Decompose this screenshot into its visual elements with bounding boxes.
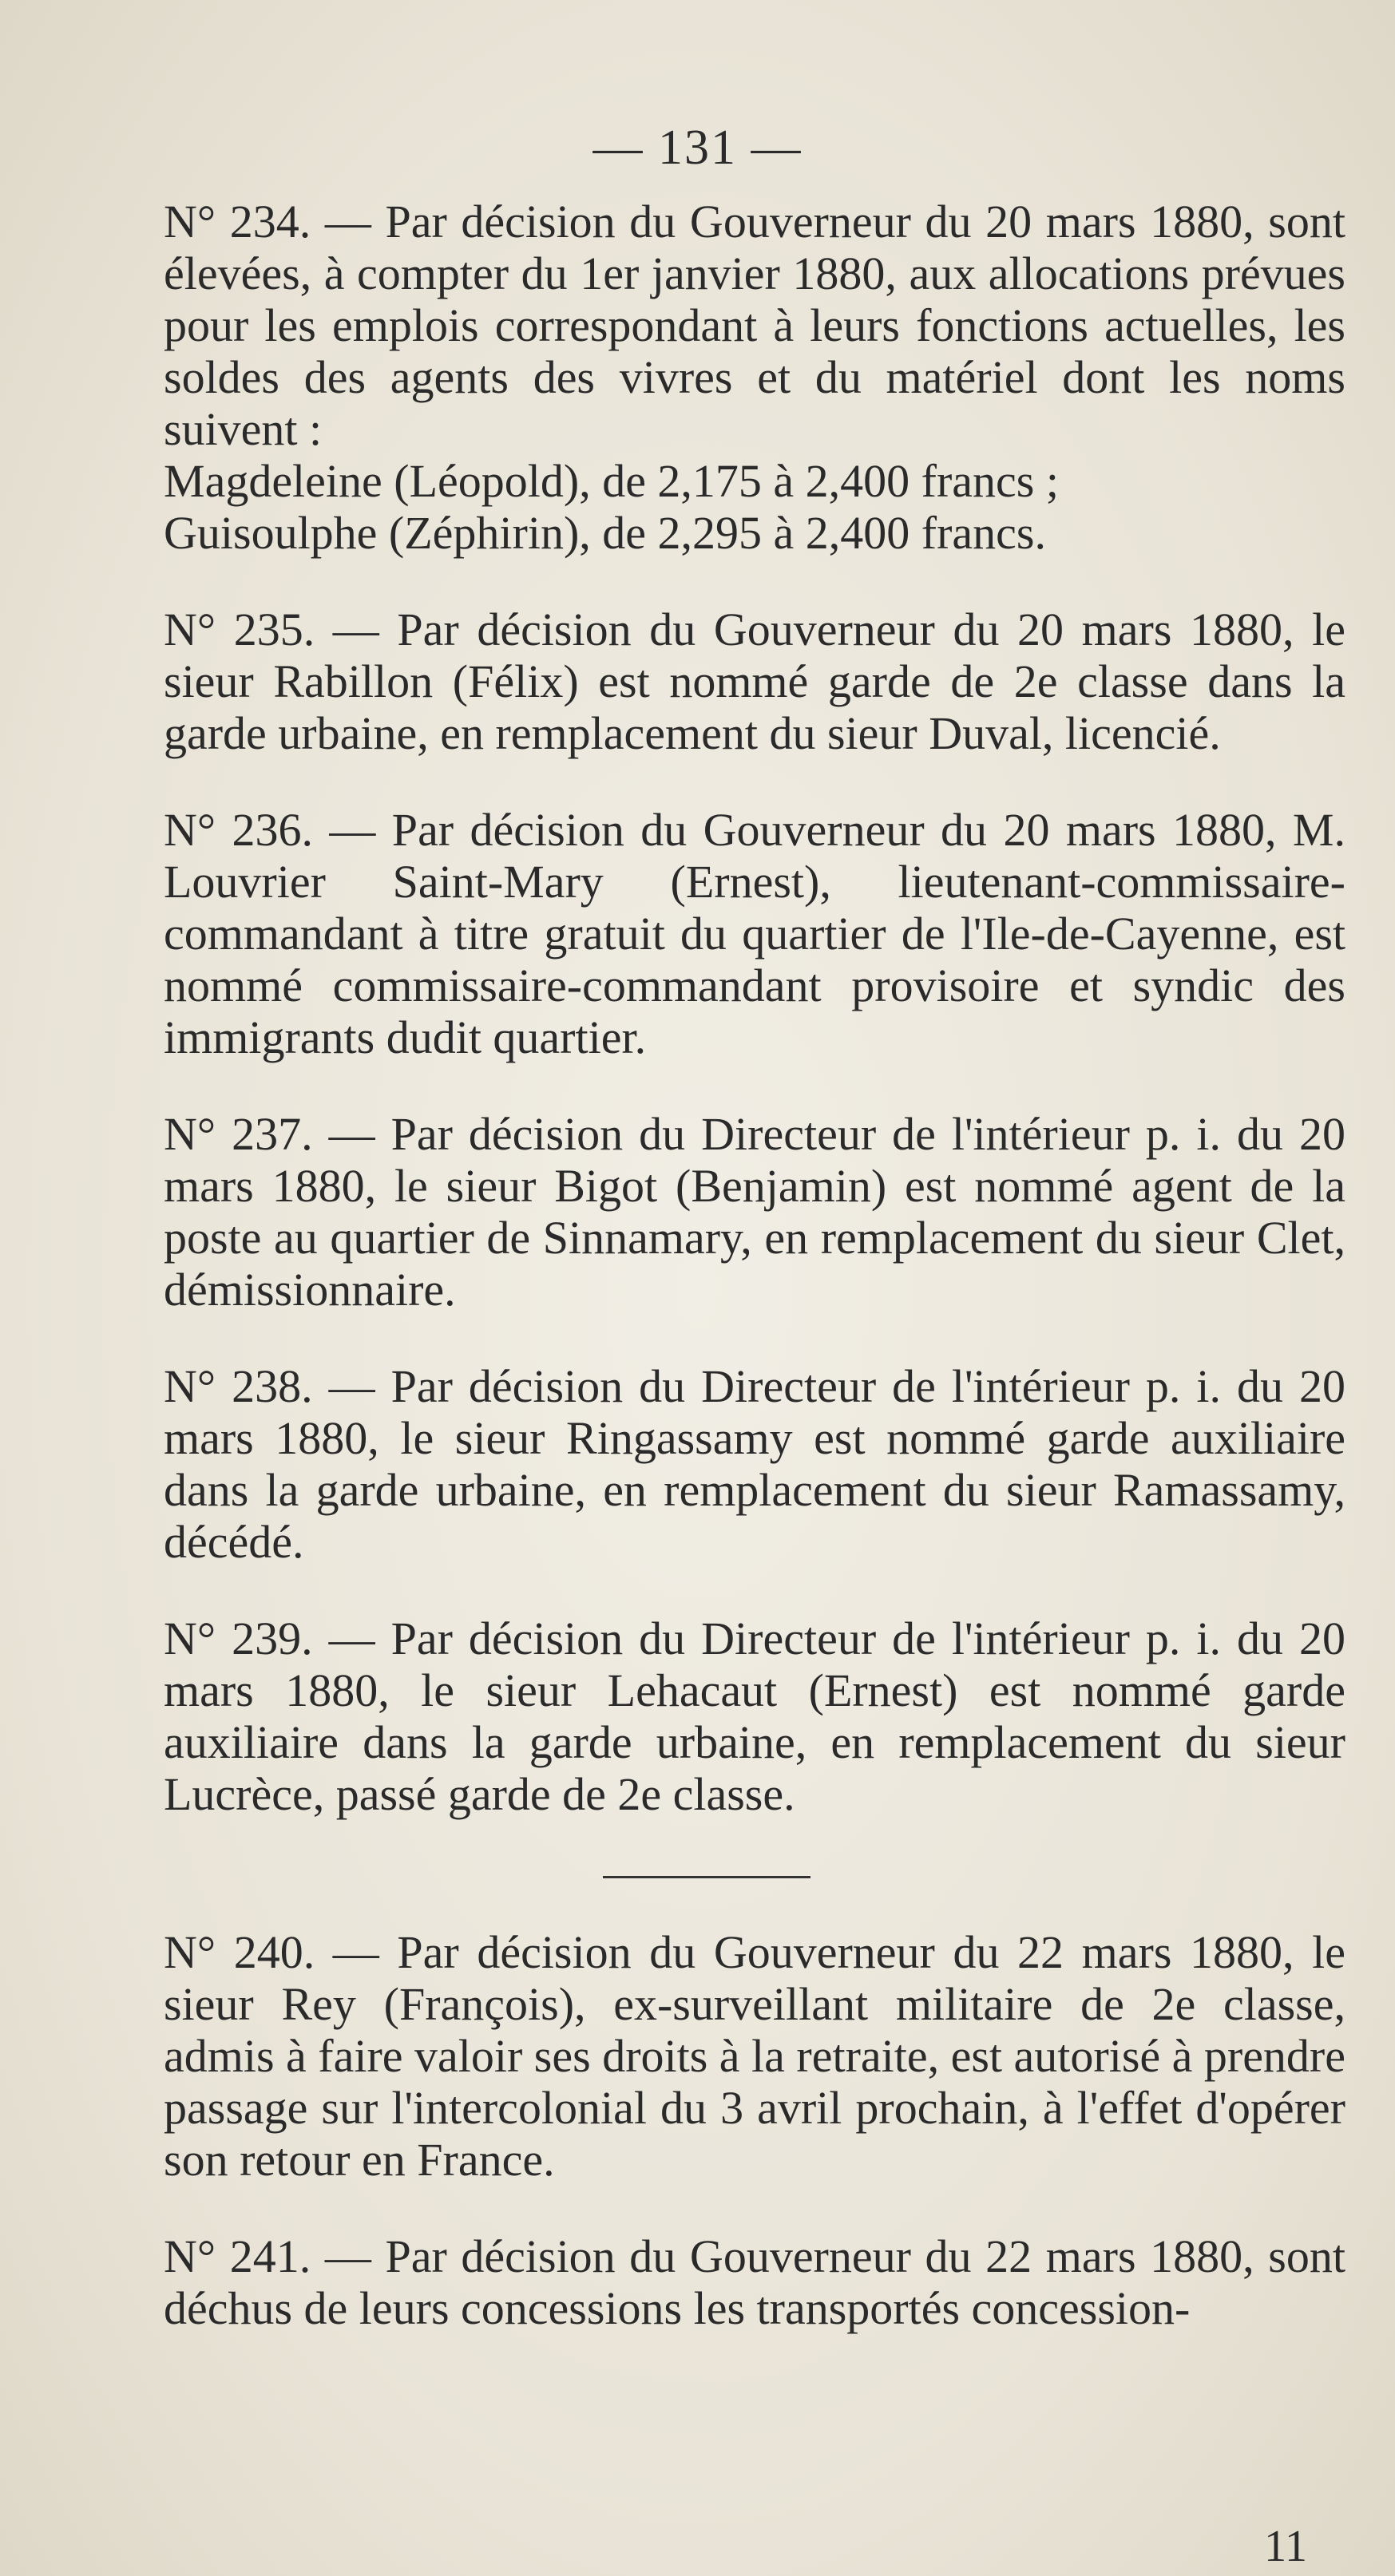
entry-236	[164, 804, 1345, 1063]
entry-234-list-item-1: Magdeleine (Léopold), de 2,175 à 2,400 francs ;	[164, 455, 1059, 507]
signature-mark: 11	[1264, 2522, 1307, 2571]
entry-238-paragraph: N° 238. — Par décision du Directeur de l'intérieur p. i. du 20 mars 1880, le sieur Ringassamy est nommé garde auxiliaire dans la garde urbaine, en remplacement du sieur Ramassamy, décédé.	[164, 1360, 1345, 1568]
entry-238	[164, 1360, 1345, 1568]
entry-234-paragraph: N° 234. — Par décision du Gouverneur du 20 mars 1880, sont élevées, à compter du 1er janvier 1880, aux allocations prévues pour les emplois correspondant à leurs fonctions actuelles, les soldes des agents des vivres et du matériel dont les noms suivent :	[164, 196, 1345, 455]
entry-239-paragraph: N° 239. — Par décision du Directeur de l'intérieur p. i. du 20 mars 1880, le sieur Lehacaut (Ernest) est nommé garde auxiliaire dans la garde urbaine, en remplacement du sieur Lucrèce, passé garde de 2e classe.	[164, 1612, 1345, 1820]
entry-237	[164, 1108, 1345, 1316]
entry-240	[164, 1926, 1345, 2186]
entry-236-paragraph: N° 236. — Par décision du Gouverneur du 20 mars 1880, M. Louvrier Saint-Mary (Ernest), lieutenant-commissaire-commandant à titre gratuit du quartier de l'Ile-de-Cayenne, est nommé commissaire-commandant provisoire et syndic des immigrants dudit quartier.	[164, 804, 1345, 1063]
section-divider	[603, 1876, 810, 1878]
entry-240-paragraph: N° 240. — Par décision du Gouverneur du 22 mars 1880, le sieur Rey (François), ex-surveillant militaire de 2e classe, admis à faire valoir ses droits à la retraite, est autorisé à prendre passage sur l'intercolonial du 3 avril prochain, à l'effet d'opérer son retour en France.	[164, 1926, 1345, 2186]
entry-237-paragraph: N° 237. — Par décision du Directeur de l'intérieur p. i. du 20 mars 1880, le sieur Bigot (Benjamin) est nommé agent de la poste au quartier de Sinnamary, en remplacement du sieur Clet, démissionnaire.	[164, 1108, 1345, 1316]
entry-235-paragraph: N° 235. — Par décision du Gouverneur du 20 mars 1880, le sieur Rabillon (Félix) est nommé garde de 2e classe dans la garde urbaine, en remplacement du sieur Duval, licencié.	[164, 603, 1345, 759]
document-body	[164, 196, 1345, 2334]
entry-241-paragraph: N° 241. — Par décision du Gouverneur du 22 mars 1880, sont déchus de leurs concessions les transportés concession-	[164, 2230, 1345, 2334]
entry-235	[164, 603, 1345, 759]
entry-241	[164, 2230, 1345, 2334]
entry-234-list-item-2: Guisoulphe (Zéphirin), de 2,295 à 2,400 francs.	[164, 507, 1046, 559]
entry-239	[164, 1612, 1345, 1820]
page-number: — 131 —	[592, 121, 803, 175]
entry-234	[164, 196, 1345, 559]
